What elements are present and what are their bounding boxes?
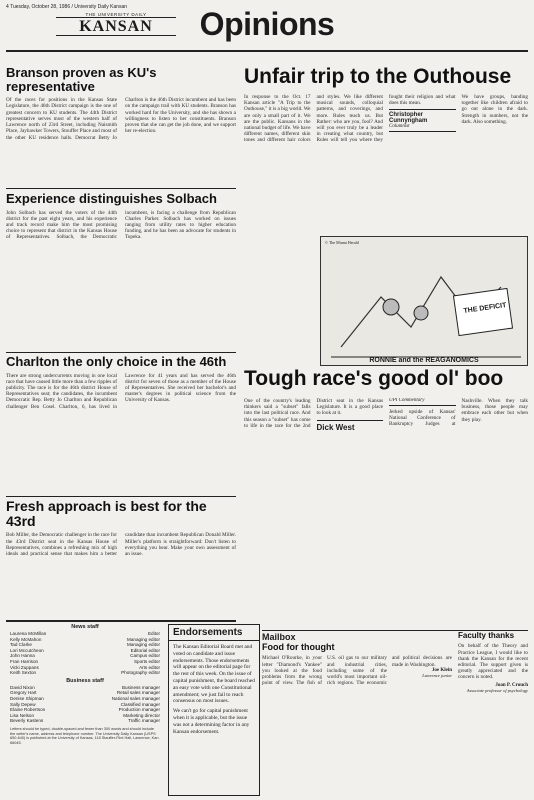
staff-role: Campus editor [130, 653, 160, 659]
business-staff-label: Business staff [66, 677, 104, 684]
staff-role: Managing editor [127, 642, 160, 648]
article-charlton [6, 355, 236, 495]
faculty-signature: Joan P. Crouch [495, 682, 528, 688]
nameplate-main: KANSAN [56, 17, 176, 36]
byline-name: Dick West [316, 422, 355, 432]
staff-role: Business manager [121, 684, 160, 690]
divider [262, 630, 528, 631]
dateline: 4 Tuesday, October 28, 1986 / University Daily Kansan [6, 4, 128, 10]
staff-role: Classified manager [120, 701, 160, 707]
endorsements-body: The Kansan Editorial Board met and voted on candidate and issue endorsements. Those endorsements will appear on the editorial page for the rest of this week. On the issue of capital punishment, the board reached an easy vote with one Constitutional amendment; we just fail to reach consensus on most issues. [173, 644, 255, 705]
byline-cunnyngham [389, 109, 456, 132]
staff-name: Lisa Nelson [10, 712, 35, 718]
body-branson: Of the races for positions in the Kansas State Legislature, the 46th District campaign is the one of greatest concern to KU students. The 44th District representative serves most of the western half of Lawrence north of 23rd Street, including Naismith Place, Jayhawker Towers, Stouffer Place and most of the other KU residence halls. Democrat Betty Jo Charlton is the 46th District incumbent and has been on the campaign trail with KU students. Branson has worked hard for the University, and she has shown a willingness to listen to her constituents. Branson proven that she can get the job done, and we support her re-election. [6, 97, 236, 141]
staff-name: Elaine Robertson [10, 707, 46, 713]
body-faculty: On behalf of the Theory and Practice League, I would like to thank the Kansan for the recent editorial. The support given is greatly appreciated and the concern is noted. [458, 643, 528, 681]
staff-role: Retail sales manager [116, 690, 160, 696]
headline-mailbox: Food for thought [262, 642, 335, 652]
headline-outhouse-wrap [244, 66, 528, 94]
headline-tough-wrap [244, 368, 528, 398]
body-tough: One of the country's leading thinkers said a "subset" falls into the last political race. And this season a "subset" has come to life in the race for the 2nd District seat in the Kansas Legislature. It is a good place to look at it. [244, 398, 383, 429]
mailbox [262, 632, 452, 796]
divider [6, 188, 236, 189]
cartoon-caption: RONNIE and the REAGANOMICS [369, 357, 479, 364]
headline-solbach: Experience distinguishes Solbach [6, 192, 217, 206]
staff-name: Keith Sexton [10, 670, 37, 676]
staff-role: Managing editor [127, 636, 160, 642]
byline-name: Christopher Cunnyngham [389, 112, 428, 125]
staff-name: David Nixon [10, 684, 35, 690]
staff-fineprint: Letters should be typed, double-spaced and fewer than 300 words and should include the writer's name, address and telephone number. The University Daily Kansan (USPS 650-640) is published at the University of Kansas, 118 Stauffer-Flint Hall, Lawrence, Kan. 66045. [10, 726, 160, 745]
cartoon-credit: © The Miami Herald [325, 240, 359, 245]
staff-role: Arts editor [139, 664, 160, 670]
page-header [6, 4, 528, 52]
staff-role: Traffic manager [128, 718, 160, 724]
staff-name: Sally Depew [10, 701, 36, 707]
staff-role: Editor [147, 631, 160, 636]
headline-faculty: Faculty thanks [458, 632, 515, 640]
staff-name: Vicki Zuppans [10, 664, 39, 670]
news-staff-table [10, 631, 160, 676]
headline-branson: Branson proven as KU's representative [6, 66, 157, 94]
staff-name: Lori Mccutcheon [10, 647, 44, 653]
staff-role: Marketing director [123, 712, 160, 718]
faculty-signature-role: Associate professor of psychology [466, 687, 528, 693]
endorsements-body-2: We can't go for capital punishment when it is applicable, but the issue was not a determining factor in any Kansan endorsement. [173, 708, 250, 735]
article-branson [6, 66, 236, 186]
staff-box [10, 624, 160, 794]
article-tough [244, 398, 528, 630]
staff-row [10, 670, 160, 676]
section-title: Opinions [199, 6, 335, 42]
byline-role: UPI Commentary [389, 398, 425, 403]
byline-role: Columnist [389, 124, 410, 130]
article-solbach [6, 192, 236, 352]
editorial-cartoon [320, 236, 528, 366]
staff-name: Kelly McMahon [10, 636, 42, 642]
divider [6, 352, 236, 353]
mailbox-label: Mailbox [262, 632, 296, 642]
headline-charlton: Charlton the only choice in the 46th [6, 355, 227, 369]
staff-name: John Hanna [10, 653, 35, 659]
article-fresh [6, 499, 236, 619]
staff-role: Sports editor [133, 658, 160, 664]
divider [6, 496, 236, 497]
staff-row [10, 718, 160, 724]
staff-role: Photography editor [121, 670, 160, 676]
staff-name: Fran Harrison [10, 658, 39, 664]
headline-outhouse: Unfair trip to the Outhouse [244, 66, 512, 88]
mailbox-signature: Joe Klein [431, 667, 452, 673]
body-outhouse: In response to the Oct. 17 Kansan article "A Trip to the Outhouse," it is a big world. We are only a small part of it. We are the public. Kansans in the national budget of life. We have different names, different skin tones and different hair colors and styles. We like different musical sounds, colloquial patterns, and coverings, and more. Rules teach us. But Rather: who are you, fool? And will you ever truly be a leader in creating what country, but Rules will tell you where they fought their religion and what does this mean. [244, 94, 456, 144]
staff-role: National sales manager [111, 695, 160, 701]
body-solbach: John Solbach has served the voters of the 44th district for the past eight years, and his experience and track record make him the most promising choice to represent that district in the Kansas House of Representatives. Solbach, the Democratic incumbent, is facing a challenge from Republican Charles Parker. Solbach has worked on issues ranging from utility rates to higher education funding, and he has been an advocate for students in Topeka. [6, 209, 236, 241]
faculty-thanks [458, 632, 528, 796]
divider [6, 620, 236, 622]
staff-name: Beverly Kastens [10, 718, 44, 724]
body-fresh: Bob Miller, the Democratic challenger in the race for the 43rd District seat in the Kansas House of Representatives, combines a refreshing mix of high ideals and practical sense that makes him a better candidate than incumbent Republican Donald Miller. Miller's platform is straightforward: Don't listen to everything you hear. Make your own assessment of an issue. [6, 532, 236, 557]
nameplate-top: THE UNIVERSITY DAILY [85, 12, 147, 17]
mailbox-signature-role: Lawrence junior [422, 672, 452, 678]
body-mailbox: Michael O'Rourke, in your letter "Diamond's Yankee" you looked at the food problems from the wrong point of view. The fish of U.S. oil gas to our military and industrial cities, including some of the world's most important oil-rich regions. The economic and political decisions are made in Washington. [262, 655, 452, 687]
staff-name: Denise Shipman [10, 695, 44, 701]
business-staff-table [10, 685, 160, 724]
body-west: Jerked upside of Kansas' National Conference of Bankruptcy Judges at Nashville. When they talk business, those people may embrace each other but when they play. [389, 398, 528, 428]
endorsements-heading: Endorsements [169, 625, 259, 641]
staff-role: Editorial editor [130, 647, 160, 653]
staff-role: Production manager [118, 707, 160, 713]
body-charlton: There are strong undercurrents moving in one local race that have caused little more than a few ripples of publicity. The race is for the 46th district House of Representatives seat; the candidates, the incumbent Democratic Rep. Betty Jo Charlton and Republican challenger Ben Cosel. Charlton, 6, has lived in Lawrence for 41 years and has served the 46th district for seven of those as a member of the House of Representatives. She received her bachelor's and master's degrees in political science from the University of Kansas. [6, 372, 236, 410]
staff-name: Gregory Hart [10, 690, 37, 696]
staff-name: Tad Clarke [10, 642, 32, 648]
headline-fresh: Fresh approach is best for the 43rd [6, 499, 207, 529]
staff-name: Laurena McMillan [10, 631, 47, 636]
headline-tough: Tough race's good ol' boo [244, 368, 504, 390]
news-staff-label: News staff [71, 624, 99, 630]
endorsements-box [168, 624, 260, 796]
cartoon-drawing [321, 237, 527, 365]
byline-teaser: We have groups, banding together like children afraid to go out alone in the dark. Strength in numbers, not the dark. Also something. [461, 94, 528, 125]
cartoon-sign: THE DEFICIT [463, 302, 507, 315]
